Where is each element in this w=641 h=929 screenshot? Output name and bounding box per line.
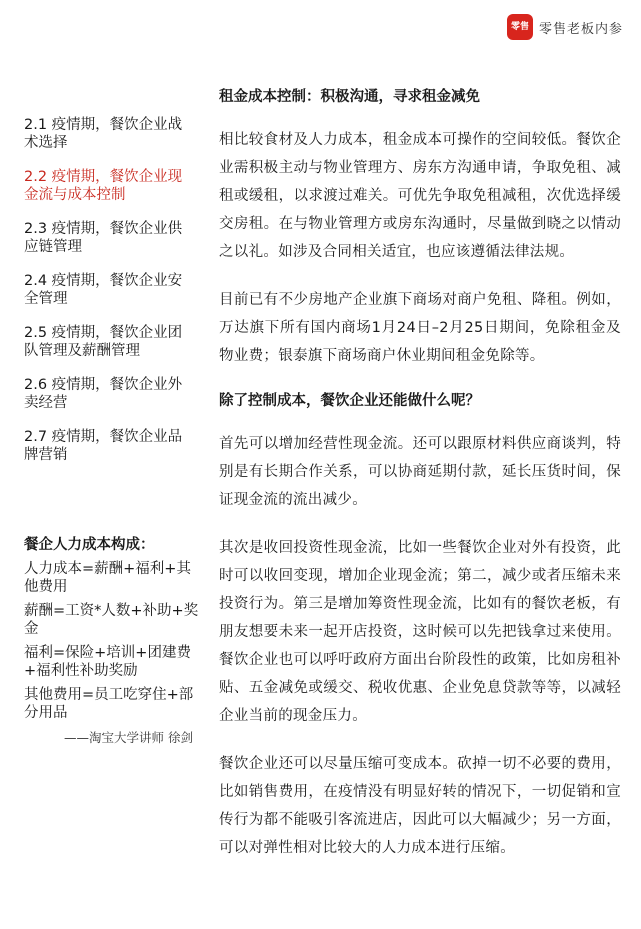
paragraph-rent-examples: 目前已有不少房地产企业旗下商场对商户免租、降租。例如，万达旗下所有国内商场1月24日–2月25日期间，免除租金及物业费；银泰旗下商场商户休业期间租金免除等。 [219,292,621,364]
toc-sidebar [24,116,194,480]
paragraph-rent-control: 相比较食材及人力成本，租金成本可操作的空间较低。餐饮企业需积极主动与物业管理方、房东方沟通申请，争取免租、减租或缓租，以求渡过难关。可优先争取免租减租，次优选择缓交房租。在与物业管理方或房东沟通时，尽量做到晓之以情动之以礼。如涉及合同相关适宜，也应该遵循法律法规。 [219,132,621,260]
paragraph-operating-cashflow: 首先可以增加经营性现金流。还可以跟原材料供应商谈判，特别是有长期合作关系，可以协商延期付款，延长压货时间，保证现金流的流出减少。 [219,436,621,508]
toc-item-2-2[interactable]: 2.2 疫情期，餐饮企业现金流与成本控制 [24,169,183,203]
welfare-line: 福利=保险+培训+团建费+福利性补助奖励 [24,645,191,679]
toc-item-2-6[interactable]: 2.6 疫情期，餐饮企业外卖经营 [24,377,183,411]
toc-item-2-3[interactable]: 2.3 疫情期，餐饮企业供应链管理 [24,221,183,255]
toc-item-2-4[interactable]: 2.4 疫情期，餐饮企业安全管理 [24,273,183,307]
section-heading-rent: 租金成本控制：积极沟通，寻求租金减免 [219,89,480,105]
quote-source: ——淘宝大学讲师 徐剑 [64,730,193,745]
article-body [219,86,621,882]
salary-line: 薪酬=工资*人数+补助+奖金 [24,603,199,637]
labor-cost-line: 人力成本=薪酬+福利+其他费用 [24,561,191,595]
toc-item-2-5[interactable]: 2.5 疫情期，餐饮企业团队管理及薪酬管理 [24,325,183,359]
brand-header [507,14,623,40]
paragraph-variable-cost: 餐饮企业还可以尽量压缩可变成本。砍掉一切不必要的费用，比如销售费用，在疫情没有明显好转的情况下，一切促销和宣传行为都不能吸引客流进店，因此可以大幅减少；另一方面，可以对弹性相对比较大的人力成本进行压缩。 [219,756,621,856]
labor-cost-title: 餐企人力成本构成： [24,537,155,553]
labor-cost-box [24,536,199,746]
paragraph-investment-cashflow: 其次是收回投资性现金流，比如一些餐饮企业对外有投资，此时可以收回变现，增加企业现金流；第二，减少或者压缩未来投资行为。第三是增加筹资性现金流，比如有的餐饮老板，有朋友想要未来一起开店投资，这时候可以先把钱拿过来使用。餐饮企业也可以呼吁政府方面出台阶段性的政策，比如房租补贴、五金减免或缓交、税收优惠、企业免息贷款等等，以减轻企业当前的现金压力。 [219,540,621,724]
toc-item-2-1[interactable]: 2.1 疫情期，餐饮企业战术选择 [24,117,183,151]
other-cost-line: 其他费用=员工吃穿住+部分用品 [24,687,194,721]
toc-item-2-7[interactable]: 2.7 疫情期，餐饮企业品牌营销 [24,429,183,463]
brand-name: 零售老板内参 [538,21,623,37]
section-heading-beyond-cost: 除了控制成本，餐饮企业还能做什么呢？ [219,393,480,409]
brand-logo: 零售 [507,14,533,40]
